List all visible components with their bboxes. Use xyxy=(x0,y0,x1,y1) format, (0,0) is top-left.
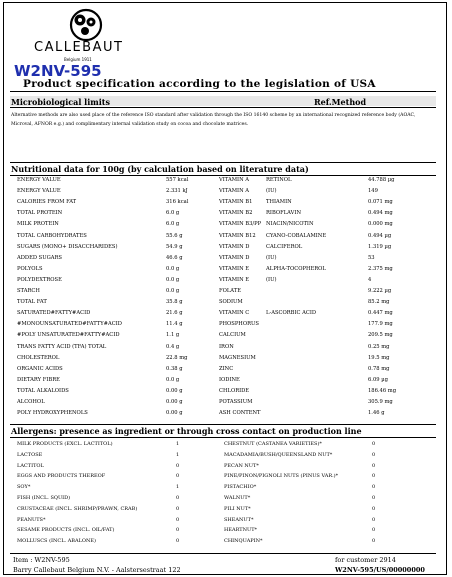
nutrient-value: 0.000 mg xyxy=(368,221,393,228)
nutrient-detail: RETINOL xyxy=(266,177,292,183)
allergen-value: 0 xyxy=(176,505,180,512)
nutrient-value: 0.071 mg xyxy=(368,199,393,206)
nutrient-value: 19.5 mg xyxy=(368,354,390,361)
allergens-divider xyxy=(10,437,436,438)
nutrient-value: 0.38 g xyxy=(166,365,183,372)
nutrient-name: ADDED SUGARS xyxy=(17,254,62,261)
nutrient-value: 0.4 g xyxy=(166,343,180,350)
nutrient-name: ASH CONTENT xyxy=(219,410,261,417)
nutrient-name: ALCOHOL xyxy=(17,399,45,405)
nutrient-name: TOTAL FAT xyxy=(17,299,47,306)
nutrient-value: 2.331 kJ xyxy=(166,188,188,195)
allergen-name: LACTITOL xyxy=(17,462,44,469)
nutrient-value: 0.0 g xyxy=(166,376,180,383)
nutrient-value: 186.46 mg xyxy=(368,387,397,394)
brand-tagline: Belgium 1911 xyxy=(64,57,92,62)
nutrient-detail: RIBOFLAVIN xyxy=(266,210,301,217)
allergen-value: 0 xyxy=(372,473,376,480)
nutrient-value: 149 xyxy=(368,188,378,195)
allergen-name: PEANUTS* xyxy=(17,516,46,523)
nutrient-name: VITAMIN C xyxy=(219,310,250,317)
allergen-value: 0 xyxy=(372,441,376,447)
allergen-value: 0 xyxy=(372,516,376,523)
nutrient-name: VITAMIN E xyxy=(219,276,250,283)
ref-method-heading: Ref.Method xyxy=(314,97,367,107)
nutrient-name: MAGNESIUM xyxy=(219,354,256,361)
footer-item: Item : W2NV-595 xyxy=(13,556,70,564)
allergen-value: 0 xyxy=(372,484,376,491)
nutrient-name: DIETARY FIBRE xyxy=(17,376,60,383)
nutrient-name: ENERGY VALUE xyxy=(17,188,61,195)
nutrient-name: VITAMIN B12 xyxy=(219,232,256,239)
product-code: W2NV-595 xyxy=(14,62,102,80)
nutrient-name: ZINC xyxy=(219,365,234,372)
footer-doc-code: W2NV-595/US/00000000 xyxy=(335,566,425,574)
nutrient-value: 4 xyxy=(368,276,372,283)
footer-top-line xyxy=(10,553,436,554)
nutrient-value: 0.494 mg xyxy=(368,210,393,217)
nutrient-value: 55.6 g xyxy=(166,232,183,239)
nutrient-value: 11.4 g xyxy=(166,321,183,328)
allergen-value: 0 xyxy=(372,527,376,534)
nutrient-value: 1.1 g xyxy=(166,332,180,339)
allergen-name: CRUSTACEAE (INCL. SHRIMP/PRAWN, CRAB) xyxy=(17,505,138,512)
nutrient-value: 6.0 g xyxy=(166,210,180,217)
allergen-name: SESAME PRODUCTS (INCL. OIL/FAT) xyxy=(17,527,115,534)
micro-section-title: Microbiological limits xyxy=(11,97,110,107)
nutrient-name: VITAMIN B2 xyxy=(219,210,253,217)
nutrient-value: 0.00 g xyxy=(166,410,183,417)
nutrient-value: 316 kcal xyxy=(166,199,189,206)
nutrient-detail: (IU) xyxy=(266,188,277,195)
nutrient-name: CALCIUM xyxy=(219,332,246,339)
allergen-value: 0 xyxy=(176,462,180,469)
nutrient-detail: NIACIN/NICOTIN xyxy=(266,221,314,228)
nutrient-name: CALORIES FROM FAT xyxy=(17,199,77,206)
nutrient-detail: (IU) xyxy=(266,254,277,261)
allergen-name: SHEANUT* xyxy=(224,516,254,523)
nutrient-name: ENERGY VALUE xyxy=(17,177,61,183)
nutrient-name: VITAMIN E xyxy=(219,265,250,272)
nutrient-detail: CYANO-COBALAMINE xyxy=(266,232,327,239)
nutrient-name: POLYOLS xyxy=(17,265,43,272)
nutrient-name: SUGARS (MONO+ DISACCHARIDES) xyxy=(17,243,118,250)
nutrient-value: 0.447 mg xyxy=(368,310,393,317)
nutrient-name: ORGANIC ACIDS xyxy=(17,365,63,372)
footer-customer: for customer 2914 xyxy=(335,556,396,564)
nutrient-value: 22.8 mg xyxy=(166,354,188,361)
nutrient-value: 0.00 g xyxy=(166,399,183,405)
allergen-name: MILK PRODUCTS (EXCL. LACTITOL) xyxy=(17,441,113,447)
nutrient-name: VITAMIN A xyxy=(219,188,250,195)
nutrient-value: 557 kcal xyxy=(166,177,189,183)
nutrient-name: #MONOUNSATURATED#FATTY#ACID xyxy=(17,321,122,328)
nutrient-name: SATURATED#FATTY#ACID xyxy=(17,310,91,317)
nutrient-name: SODIUM xyxy=(219,299,243,306)
allergen-name: FISH (INCL. SQUID) xyxy=(17,495,71,501)
nutrient-value: 209.5 mg xyxy=(368,332,393,339)
allergen-name: LACTOSE xyxy=(17,451,43,458)
nutrient-value: 6.0 g xyxy=(166,221,180,228)
allergen-value: 0 xyxy=(372,495,376,501)
nutrient-detail: (IU) xyxy=(266,276,277,283)
nutrient-detail: ALPHA-TOCOPHEROL xyxy=(266,265,326,272)
allergen-name: EGGS AND PRODUCTS THEREOF xyxy=(17,473,106,480)
nutrient-name: MILK PROTEIN xyxy=(17,221,59,228)
allergen-value: 0 xyxy=(176,538,180,545)
nutrient-name: TOTAL PROTEIN xyxy=(17,210,63,217)
allergen-name: PISTACHIO* xyxy=(224,484,257,491)
nutrition-section-title: Nutritional data for 100g (by calculation based on literature data) xyxy=(11,164,309,174)
allergen-name: MOLLUSCS (INCL. ABALONE) xyxy=(17,538,96,545)
nutrient-value: 0.0 g xyxy=(166,288,180,294)
micro-divider xyxy=(10,107,436,108)
allergen-value: 1 xyxy=(176,451,180,458)
nutrient-value: 35.8 g xyxy=(166,299,183,306)
page-title: Product specification according to the legislation of USA xyxy=(23,78,376,90)
nutrient-value: 53 xyxy=(368,254,375,261)
nutrient-detail: THIAMIN xyxy=(266,199,292,206)
allergen-name: PINE/PINON/PIGNOLI NUTS (PINUS VAR.)* xyxy=(224,473,339,480)
nutrient-name: VITAMIN D xyxy=(219,243,250,250)
nutrient-value: 85.2 mg xyxy=(368,299,390,306)
nutrient-name: TRANS FATTY ACID (TFA) TOTAL xyxy=(17,343,107,350)
nutrient-name: VITAMIN A xyxy=(219,177,250,183)
nutrient-detail: CALCIFEROL xyxy=(266,243,303,250)
nutrient-name: IRON xyxy=(219,343,234,350)
allergen-value: 0 xyxy=(176,495,180,501)
nutrient-name: POLYDEXTROSE xyxy=(17,276,62,283)
nutrient-name: STARCH xyxy=(17,288,40,294)
nutrient-name: POTASSIUM xyxy=(219,399,253,405)
allergen-name: SOY* xyxy=(17,484,31,491)
nutrient-name: CHOLESTEROL xyxy=(17,354,60,361)
allergen-name: PECAN NUT* xyxy=(224,462,259,469)
logo-emblem-icon xyxy=(66,8,108,42)
nutrient-value: 1.46 g xyxy=(368,410,385,417)
nutrient-value: 177.9 mg xyxy=(368,321,393,328)
nutrient-value: 0.494 µg xyxy=(368,232,392,239)
nutrient-value: 6.09 µg xyxy=(368,376,388,383)
nutrition-top-line xyxy=(10,162,436,163)
nutrient-name: VITAMIN D xyxy=(219,254,250,261)
nutrient-value: 0.0 g xyxy=(166,276,180,283)
nutrient-value: 21.6 g xyxy=(166,310,183,317)
allergens-top-line xyxy=(10,424,436,425)
nutrient-value: 46.6 g xyxy=(166,254,183,261)
nutrient-value: 0.25 mg xyxy=(368,343,390,350)
micro-description: Alternative methods are also used place of the reference ISO standard after validation through the ISO 16140 scheme by an international recognized reference body (AOAC, Microval, AFNOR e.g.) and complimentary internal validation study on cocoa and chocolate matrices. xyxy=(11,113,416,127)
nutrition-divider xyxy=(10,175,436,176)
allergen-value: 0 xyxy=(372,462,376,469)
nutrient-value: 0.78 mg xyxy=(368,365,390,372)
nutrient-value: 305.9 mg xyxy=(368,399,393,405)
nutrient-value: 2.375 mg xyxy=(368,265,393,272)
nutrient-value: 1.319 µg xyxy=(368,243,392,250)
allergen-value: 1 xyxy=(176,441,180,447)
nutrient-name: PHOSPHORUS xyxy=(219,321,259,328)
allergen-name: PILI NUT* xyxy=(224,505,251,512)
brand-name: CALLEBAUT xyxy=(34,40,124,55)
nutrient-value: 54.9 g xyxy=(166,243,183,250)
nutrient-name: VITAMIN B3/PP xyxy=(219,221,262,228)
allergen-value: 0 xyxy=(176,516,180,523)
allergen-name: HEARTNUT* xyxy=(224,527,258,534)
allergen-value: 0 xyxy=(176,473,180,480)
allergens-section-title: Allergens: presence as ingredient or through cross contact on production line xyxy=(11,426,362,436)
nutrient-name: FOLATE xyxy=(219,288,242,294)
nutrient-name: CHLORIDE xyxy=(219,387,250,394)
allergen-value: 0 xyxy=(372,505,376,512)
allergen-value: 0 xyxy=(372,451,376,458)
allergen-value: 1 xyxy=(176,484,180,491)
title-underline xyxy=(10,91,436,92)
nutrient-name: IODINE xyxy=(219,376,240,383)
footer-address: Barry Callebaut Belgium N.V. - Aalstersestraat 122 xyxy=(13,566,181,574)
nutrient-detail: L-ASCORBIC ACID xyxy=(266,310,317,317)
allergen-name: WALNUT* xyxy=(224,495,251,501)
allergen-value: 0 xyxy=(372,538,376,545)
nutrient-name: TOTAL CARBOHYDRATES xyxy=(17,232,87,239)
allergen-value: 0 xyxy=(176,527,180,534)
nutrient-name: VITAMIN B1 xyxy=(219,199,253,206)
nutrient-value: 44.788 µg xyxy=(368,177,395,183)
allergen-name: MACADAMIA/BUSH/QUEENSLAND NUT* xyxy=(224,451,333,458)
allergen-name: CHINQUAPIN* xyxy=(224,538,263,545)
nutrient-value: 0.0 g xyxy=(166,265,180,272)
nutrient-name: #POLY UNSATURATED#FATTY#ACID xyxy=(17,332,120,339)
nutrient-value: 9.222 µg xyxy=(368,288,392,294)
allergen-name: CHESTNUT (CASTANEA VARIETIES)* xyxy=(224,441,322,447)
nutrient-name: TOTAL ALKALOIDS xyxy=(17,387,69,394)
nutrient-name: POLY HYDROXYPHENOLS xyxy=(17,410,88,417)
nutrient-value: 0.00 g xyxy=(166,387,183,394)
